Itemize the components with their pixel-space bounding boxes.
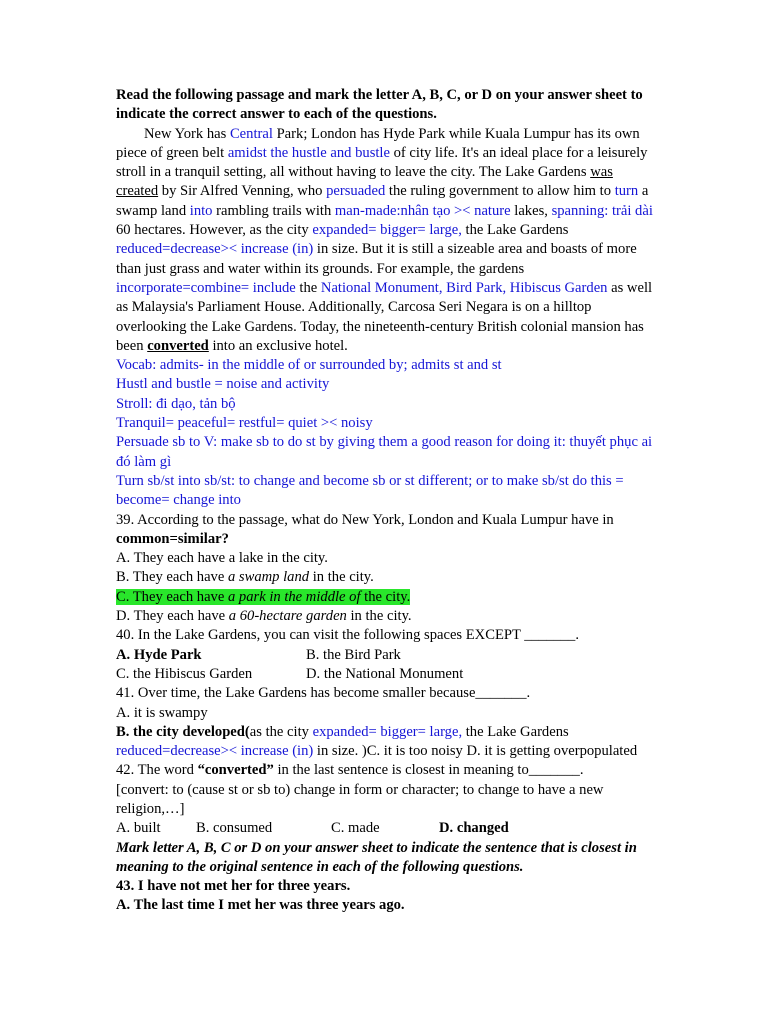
passage-annotation: National Monument, Bird Park, Hibiscus Garden [320,279,608,296]
highlighted-answer: C. They each have a park in the middle of the city. [116,588,411,605]
passage [116,125,656,357]
question-39-option-b: B. They each have a swamp land in the city. [116,569,374,586]
passage-text: into an exclusive hotel. [208,337,348,354]
passage-annotation: Central [229,125,273,142]
passage-text: as well as Malaysia's Parliament House. Additionally, Carcosa Seri Negara is on a hilltop overlooking the Lake Gardens. Today, the nineteenth-century British colonial mansion has been [116,279,653,354]
passage-underlined: was created [116,164,613,200]
passage-text: lakes, [510,202,552,219]
passage-annotation: spanning: trải dài [551,202,653,219]
question-40-option-c: C. the Hibiscus Garden [116,665,253,682]
question-42-note: [convert: to (cause st or sb to) change in form or character; to change to have a new religion,…] [116,781,604,817]
question-42-options [116,819,656,838]
question-40-stem: 40. In the Lake Gardens, you can visit the following spaces EXCEPT _______. [116,627,579,644]
passage-annotation: amidst the hustle and bustle [227,144,390,161]
question-40-option-d: D. the National Monument [306,665,464,682]
question-40-options-row-1 [116,646,656,665]
passage-text: Park; London has Hyde Park while Kuala Lumpur has its own piece of green belt [116,125,640,161]
question-40-option-a: A. Hyde Park [116,646,202,663]
passage-annotation: reduced=decrease>< increase (in) [116,241,314,258]
question-43-stem: 43. I have not met her for three years. [116,878,351,895]
question-39-option-c [116,588,656,607]
question-43-option-a: A. The last time I met her was three years ago. [116,897,405,914]
question-40-options-row-2 [116,665,656,684]
question-39-stem: 39. According to the passage, what do New York, London and Kuala Lumpur have in common=similar? [116,511,614,547]
passage-text: the ruling government to allow him to [385,183,615,200]
passage-text: in size. But it is still a sizeable area and boasts of more than just grass and water within its grounds. For example, the gardens [116,241,637,277]
question-42-option-b: B. consumed [196,820,273,837]
vocab-line: Persuade sb to V: make sb to do st by giving them a good reason for doing it: thuyết phục ai đó làm gì [116,434,653,470]
vocab-line: Turn sb/st into sb/st: to change and become sb or st different; or to make sb/st do this = become= change into [116,472,624,509]
passage-text: New York has [144,125,230,142]
instruction: Read the following passage and mark the letter A, B, C, or D on your answer sheet to indicate the correct answer to each of the questions. [116,87,643,123]
question-42-option-a: A. built [116,820,161,837]
passage-text: a swamp land [116,183,649,219]
vocab-line: Tranquil= peaceful= restful= quiet >< noisy [116,415,373,432]
document-page [116,86,656,916]
passage-text: 60 hectares. However, as the city [116,222,313,239]
passage-keyword: converted [147,337,209,354]
question-42-option-d: D. changed [439,820,509,837]
passage-annotation: expanded= bigger= large, [312,222,462,239]
question-41-option-b: B. the city developed(as the city expanded= bigger= large, the Lake Gardens reduced=decrease>< increase (in) in size. )C. it is too noisy D. it is getting overpopulated [116,723,638,760]
question-42-option-c: C. made [331,820,380,837]
question-41-option-a: A. it is swampy [116,704,208,721]
vocab-line: Vocab: admits- in the middle of or surrounded by; admits st and st [116,357,502,374]
question-39-option-a: A. They each have a lake in the city. [116,550,328,567]
question-41-stem: 41. Over time, the Lake Gardens has become smaller because_______. [116,685,531,702]
question-40-option-b: B. the Bird Park [306,646,401,663]
question-42-stem: 42. The word “converted” in the last sentence is closest in meaning to_______. [116,762,584,779]
instruction-2: Mark letter A, B, C or D on your answer sheet to indicate the sentence that is closest in meaning to the original sentence in each of the following questions. [116,839,637,875]
passage-annotation: man-made:nhân tạo >< nature [334,202,511,219]
passage-annotation: turn [614,183,639,200]
passage-annotation: persuaded [326,183,386,200]
passage-text: by Sir Alfred Venning, who [158,183,327,200]
question-39-option-d: D. They each have a 60-hectare garden in the city. [116,608,412,625]
passage-annotation: incorporate=combine= include [116,279,296,296]
vocab-line: Stroll: đi dạo, tản bộ [116,395,236,412]
passage-text: the Lake Gardens [461,222,569,239]
passage-annotation: into [189,202,213,219]
passage-text: the [295,279,321,296]
passage-text: of city life. It's an ideal place for a leisurely stroll in a tranquil setting, all without having to leave the city. The Lake Gardens [116,144,648,181]
passage-text: rambling trails with [212,202,335,219]
vocab-line: Hustl and bustle = noise and activity [116,376,330,393]
